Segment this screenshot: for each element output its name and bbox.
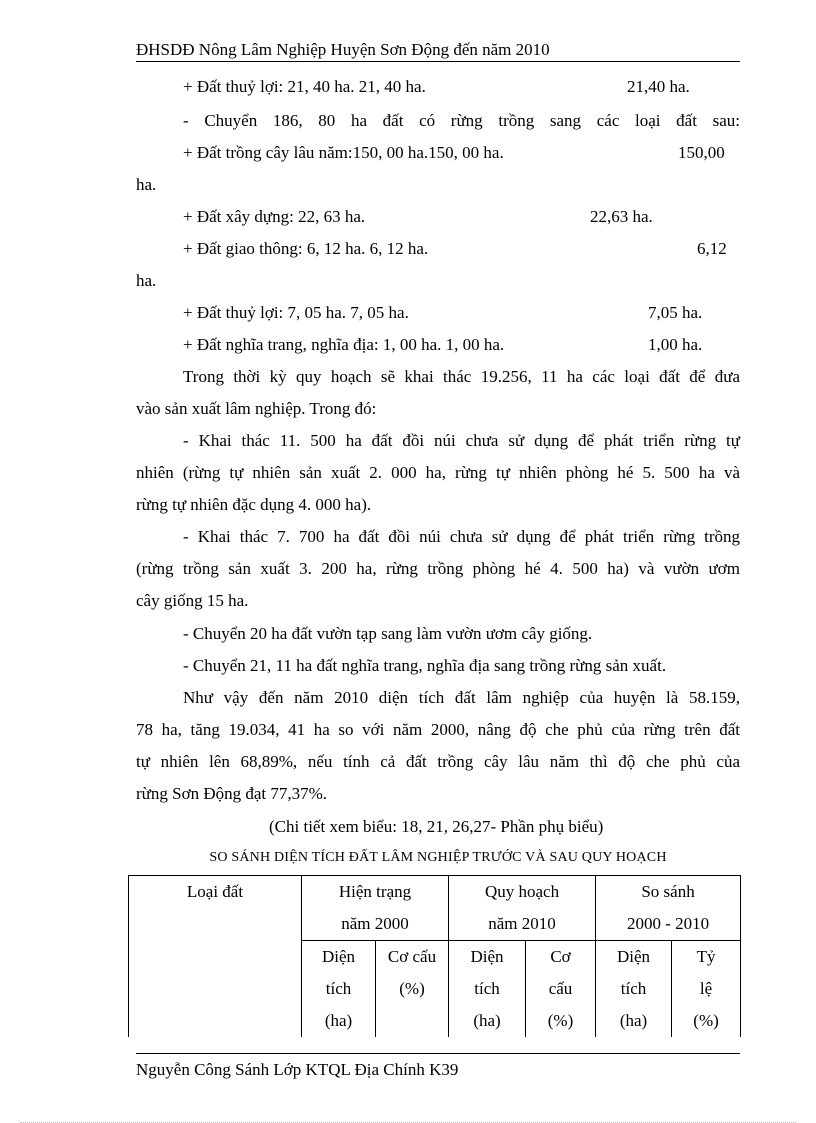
footer-text: Nguyễn Công Sánh Lớp KTQL Địa Chính K39 (136, 1060, 459, 1079)
text-line: + Đất trồng cây lâu năm:150, 00 ha.150, 00 ha. (183, 143, 504, 162)
text-line-value: 1,00 ha. (648, 335, 703, 354)
subheader-structure-2000: Cơ cấu (%) (376, 941, 449, 1038)
header-compare: So sánh 2000 - 2010 (596, 876, 741, 941)
text-line: + Đất thuỷ lợi: 7, 05 ha. 7, 05 ha. (183, 303, 409, 322)
text-line: + Đất giao thông: 6, 12 ha. 6, 12 ha. (183, 239, 429, 258)
text-line: tự nhiên lên 68,89%, nếu tính cả đất trồng cây lâu năm thì độ che phủ của (136, 752, 740, 771)
header-land-type: Loại đất (129, 876, 302, 1038)
table-caption: SO SÁNH DIỆN TÍCH ĐẤT LÂM NGHIỆP TRƯỚC VÀ SAU QUY HOẠCH (209, 850, 667, 865)
text-line: Như vậy đến năm 2010 diện tích đất lâm nghiệp của huyện là 58.159, (183, 688, 740, 707)
text-line: cây giống 15 ha. (136, 591, 249, 610)
table-header-row (129, 876, 741, 941)
text-line: + Đất thuỷ lợi: 21, 40 ha. 21, 40 ha. (183, 77, 426, 96)
subheader-area-2010: Diện tích (ha) (449, 941, 526, 1038)
text-line: + Đất xây dựng: 22, 63 ha. (183, 207, 366, 226)
text-line: ha. (136, 271, 157, 290)
text-line: - Khai thác 7. 700 ha đất đồi núi chưa sử dụng để phát triển rừng trồng (183, 527, 740, 546)
detail-note: (Chi tiết xem biểu: 18, 21, 26,27- Phần phụ biểu) (269, 817, 604, 836)
page-header (136, 40, 740, 62)
text-line-value: 150,00 (678, 143, 725, 162)
subheader-ratio: Tỷ lệ (%) (672, 941, 741, 1038)
text-line: Trong thời kỳ quy hoạch sẽ khai thác 19.256, 11 ha các loại đất để đưa (183, 367, 740, 386)
text-line: ha. (136, 175, 157, 194)
text-line-value: 6,12 (697, 239, 727, 258)
header-title: ĐHSDĐ Nông Lâm Nghiệp Huyện Sơn Động đến năm 2010 (136, 40, 550, 59)
text-line-value: 21,40 ha. (627, 77, 690, 96)
text-line: rừng Sơn Động đạt 77,37%. (136, 784, 328, 803)
page-footer (136, 1053, 740, 1080)
text-line: - Chuyển 20 ha đất vườn tạp sang làm vườn ươm cây giống. (183, 624, 593, 643)
text-line: nhiên (rừng tự nhiên sản xuất 2. 000 ha, rừng tự nhiên phòng hé 5. 500 ha và (136, 463, 740, 482)
text-line: - Chuyển 21, 11 ha đất nghĩa trang, nghĩa địa sang trồng rừng sản xuất. (183, 656, 667, 675)
text-line: 78 ha, tăng 19.034, 41 ha so với năm 2000, nâng độ che phủ của rừng trên đất (136, 720, 740, 739)
text-line: (rừng trồng sản xuất 3. 200 ha, rừng trồng phòng hé 4. 500 ha) và vườn ươm (136, 559, 740, 578)
subheader-structure-2010: Cơ cấu (%) (526, 941, 596, 1038)
header-plan-2010: Quy hoạch năm 2010 (449, 876, 596, 941)
text-line-value: 22,63 ha. (590, 207, 653, 226)
text-line: rừng tự nhiên đặc dụng 4. 000 ha). (136, 495, 372, 514)
text-line: - Khai thác 11. 500 ha đất đồi núi chưa sử dụng để phát triển rừng tự (183, 431, 740, 450)
text-line: + Đất nghĩa trang, nghĩa địa: 1, 00 ha. 1, 00 ha. (183, 335, 505, 354)
comparison-table (128, 875, 741, 1037)
text-line: vào sản xuất lâm nghiệp. Trong đó: (136, 399, 377, 418)
header-current-2000: Hiện trạng năm 2000 (302, 876, 449, 941)
text-line-value: 7,05 ha. (648, 303, 703, 322)
subheader-area-diff: Diện tích (ha) (596, 941, 672, 1038)
subheader-area-2000: Diện tích (ha) (302, 941, 376, 1038)
text-line: - Chuyển 186, 80 ha đất có rừng trồng sang các loại đất sau: (183, 111, 740, 130)
